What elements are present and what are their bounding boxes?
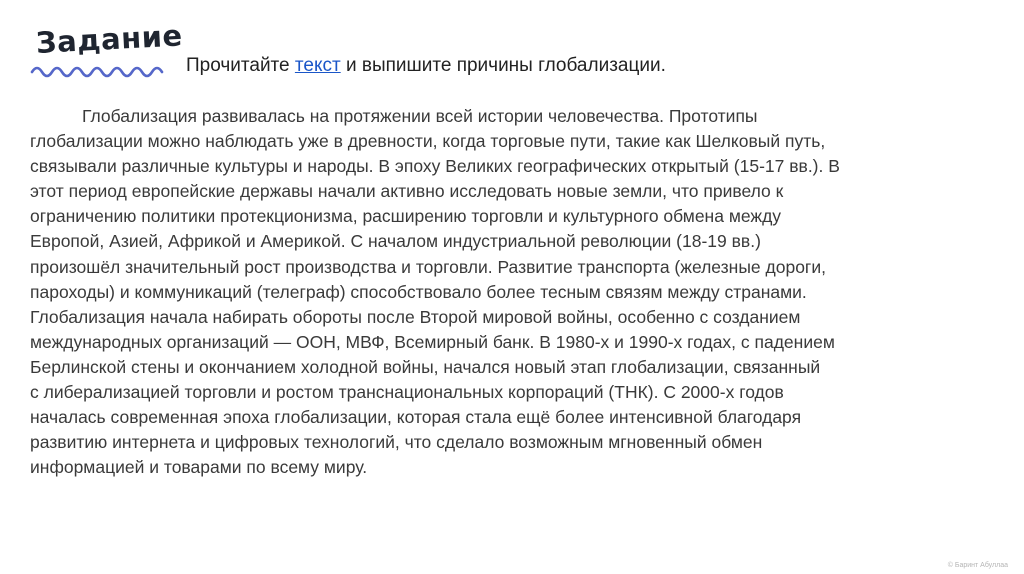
paragraph-line: с либерализацией торговли и ростом транснациональных корпораций (ТНК). С 2000-х годов bbox=[30, 382, 784, 403]
paragraph-line: Берлинской стены и окончанием холодной войны, начался новый этап глобализации, связанный bbox=[30, 356, 821, 377]
paragraph-line: Глобализация начала набирать обороты после Второй мировой войны, особенно с созданием bbox=[30, 306, 801, 327]
slide-heading: Задание bbox=[35, 18, 184, 60]
instruction-text-end: и выпишите причины глобализации. bbox=[340, 55, 666, 76]
paragraph-line: пароходы) и коммуникаций (телеграф) способствовало более тесным связям между странами. bbox=[30, 281, 807, 302]
paragraph-line: развитию интернета и цифровых технологий, что сделало возможным мгновенный обмен bbox=[30, 432, 763, 453]
paragraph-line: международных организаций — ООН, МВФ, Всемирный банк. В 1980-х и 1990-х годах, с падением bbox=[30, 331, 835, 352]
paragraph-line: началась современная эпоха глобализации, которая стала ещё более интенсивной благодаря bbox=[30, 407, 802, 428]
paragraph-line: информацией и товарами по всему миру. bbox=[30, 457, 368, 478]
paragraph-line: Европой, Азией, Африкой и Америкой. С началом индустриальной революции (18-19 вв.) bbox=[30, 231, 761, 252]
paragraph-line: глобализации можно наблюдать уже в древности, когда торговые пути, такие как Шелковый путь, bbox=[30, 131, 826, 152]
globalization-paragraph bbox=[30, 104, 1002, 480]
paragraph-line: этот период европейские державы начали активно исследовать новые земли, что привело к bbox=[30, 181, 784, 202]
paragraph-line: произошёл значительный рост производства и торговли. Развитие транспорта (железные дороги, bbox=[30, 256, 826, 277]
paragraph-line: ограничению политики протекционизма, расширению торговли и культурного обмена между bbox=[30, 206, 782, 227]
copyright-footer: © Баринт Абуллаа bbox=[947, 562, 1008, 569]
text-link[interactable]: текст bbox=[294, 55, 341, 76]
paragraph-line: Глобализация развивалась на протяжении всей истории человечества. Прототипы bbox=[82, 106, 758, 126]
instruction-text-start: Прочитайте bbox=[186, 55, 295, 76]
task-instruction bbox=[186, 55, 666, 77]
wavy-underline-decoration bbox=[30, 62, 170, 78]
paragraph-line: связывали различные культуры и народы. В эпоху Великих географических открытый (15-17 вв.). В bbox=[30, 156, 840, 177]
